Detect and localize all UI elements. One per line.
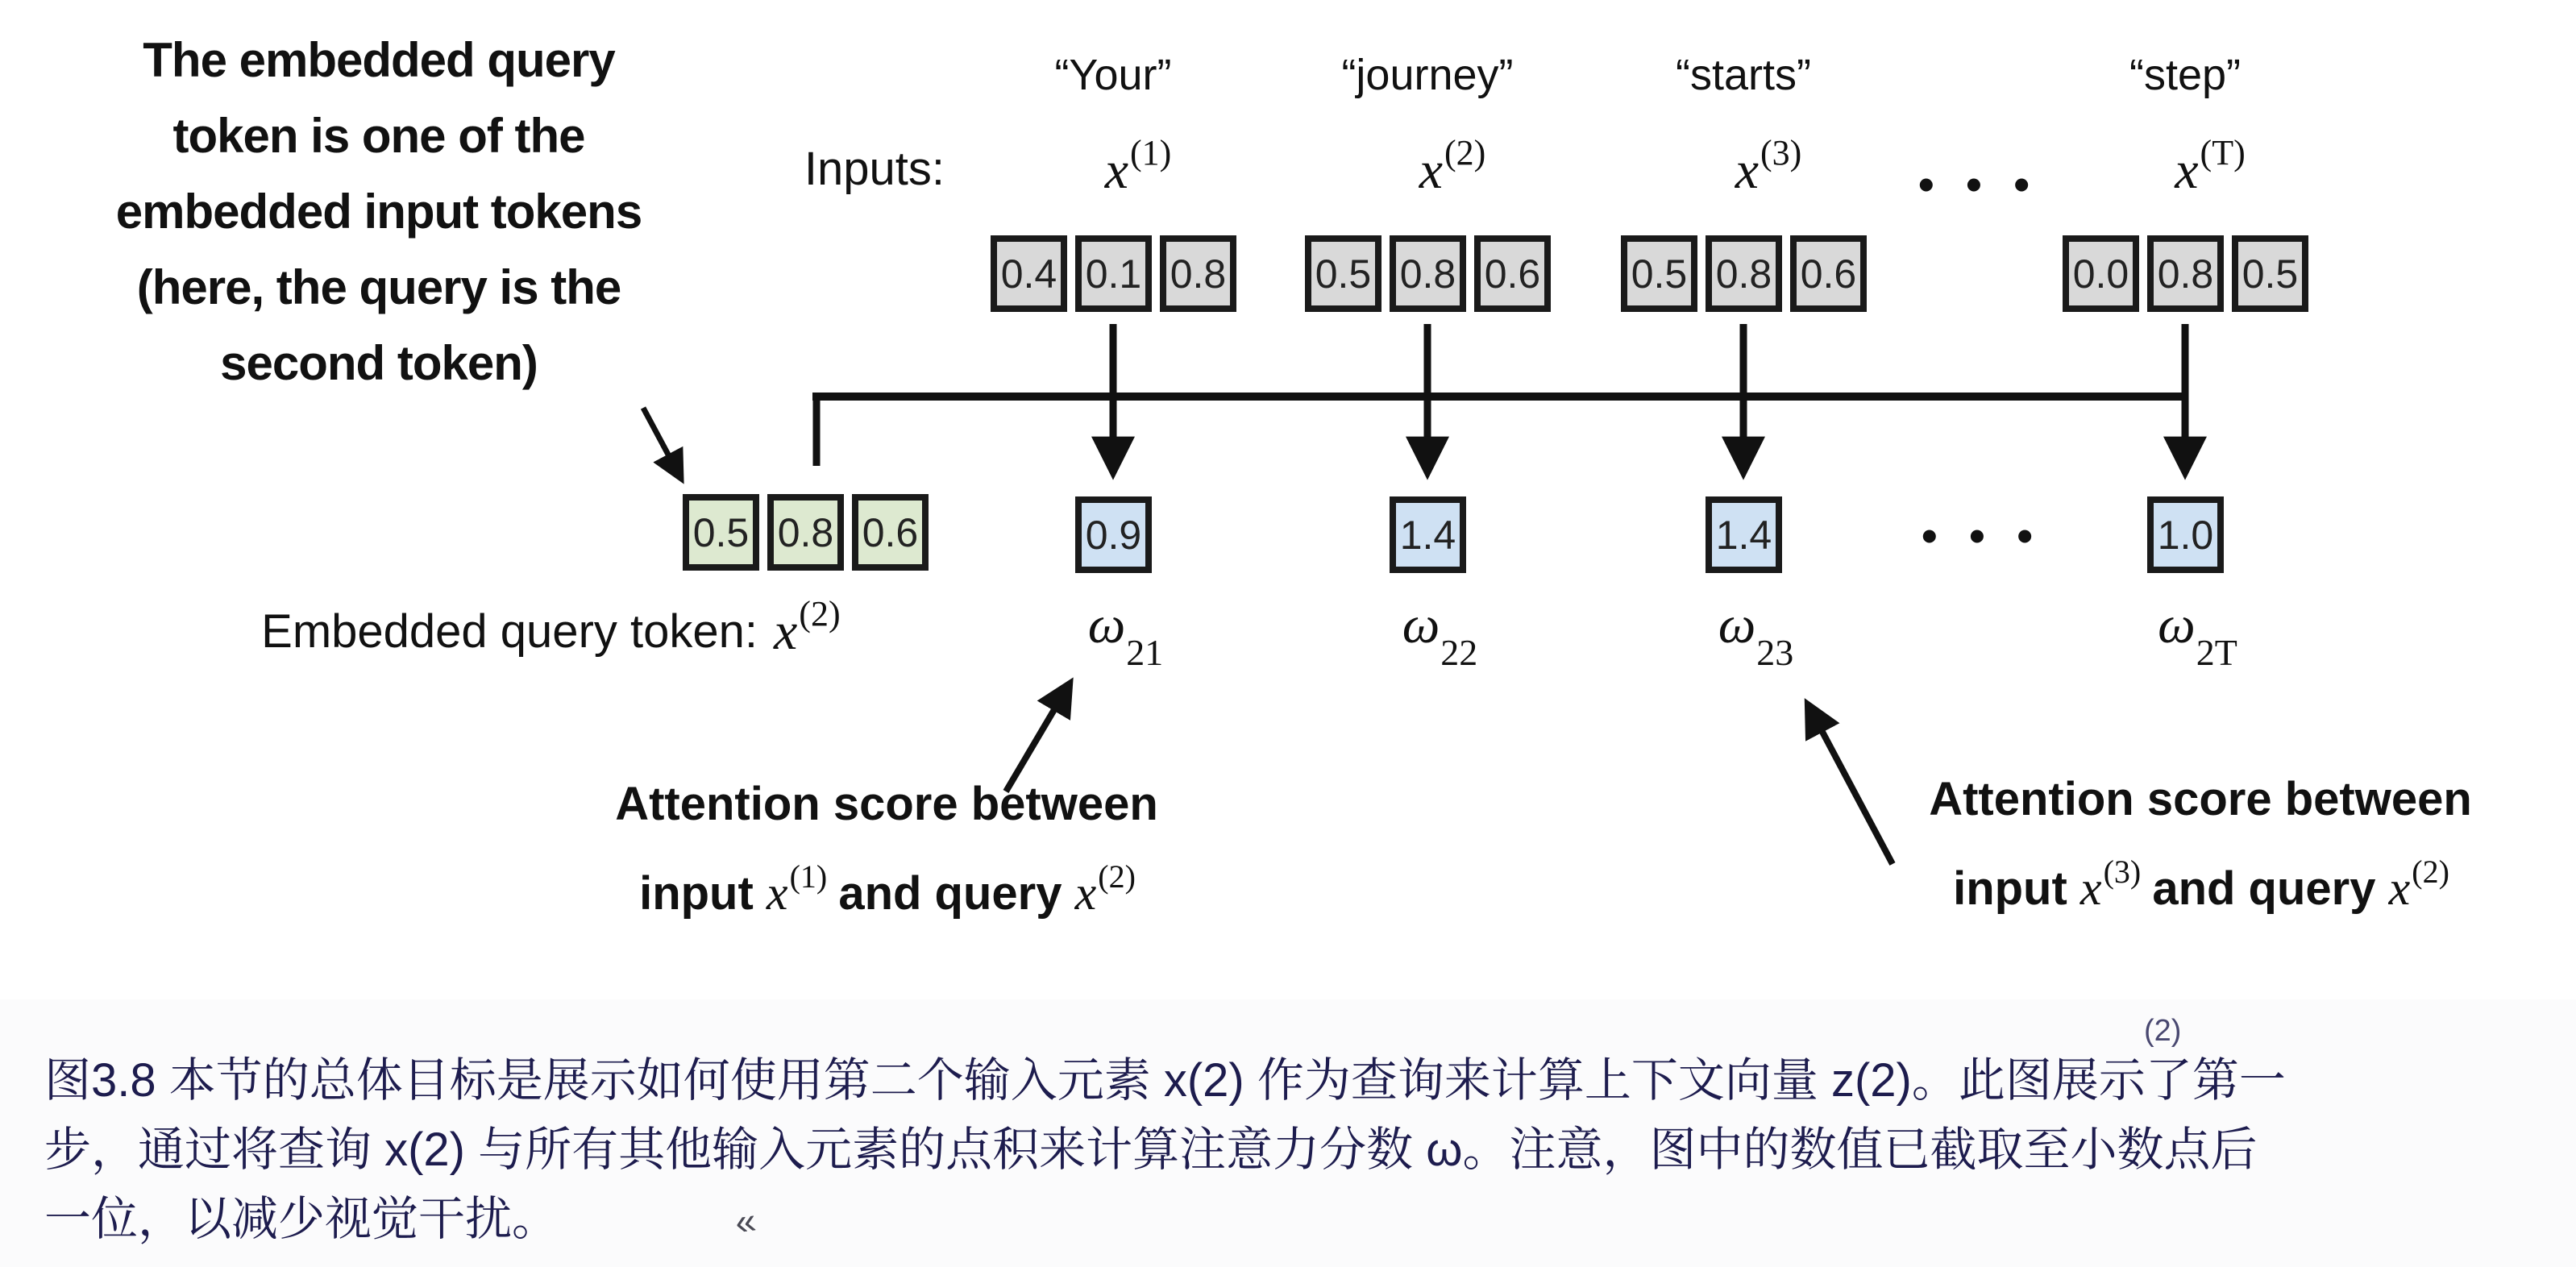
vector-cell: 0.8 xyxy=(1160,235,1236,312)
vector-cell: 0.5 xyxy=(1305,235,1381,312)
caption-line-1: 图3.8 本节的总体目标是展示如何使用第二个输入元素 x(2) 作为查询来计算上下文向量 z(2)。此图展示了第一 xyxy=(44,1054,2286,1107)
input-symbol-3: $x^{(3)}$ xyxy=(1735,133,1802,200)
vector-cell: 0.8 xyxy=(1706,235,1782,312)
input-vector-T xyxy=(2063,235,2308,312)
vector-cell: 0.5 xyxy=(1621,235,1697,312)
caption-line-3: 一位，以减少视觉干扰。 xyxy=(44,1193,559,1245)
score-annotation-right xyxy=(1870,761,2531,928)
vector-cell: 0.6 xyxy=(852,494,929,571)
input-symbol-T: $x^{(T)}$ xyxy=(2175,133,2246,200)
vector-cell: 0.5 xyxy=(683,494,759,571)
input-vector-1 xyxy=(991,235,1236,312)
vector-cell: 0.0 xyxy=(2063,235,2139,312)
vector-cell: 0.5 xyxy=(2232,235,2308,312)
token-word-3: “starts” xyxy=(1676,51,1811,99)
input-symbol-1: $x^{(1)}$ xyxy=(1104,133,1172,200)
ellipsis-scores: • • • xyxy=(1922,510,2042,561)
attention-score-box-22: 1.4 xyxy=(1390,496,1466,573)
omega-label-21: $\omega_{21}$ xyxy=(1087,596,1164,674)
token-word-2: “journey” xyxy=(1341,51,1514,99)
vector-cell: 0.4 xyxy=(991,235,1067,312)
query-token-label: Embedded query token: xyxy=(261,605,758,658)
query-token-annotation xyxy=(73,23,685,401)
annotation-line: The embedded query xyxy=(143,33,615,87)
omega-label-2T: $\omega_{2T}$ xyxy=(2158,596,2237,674)
token-word-1: “Your” xyxy=(1054,51,1172,99)
annotation-line: input $x^{(3)}$ and query $x^{(2)}$ xyxy=(1953,854,2449,915)
input-vector-3 xyxy=(1621,235,1867,312)
vector-cell: 0.6 xyxy=(1474,235,1551,312)
annotation-line: token is one of the xyxy=(172,109,585,163)
cursor-artifact: « xyxy=(732,1198,759,1244)
vector-cell: 0.8 xyxy=(2147,235,2224,312)
omega-label-23: $\omega_{23}$ xyxy=(1718,596,1794,674)
attention-score-box-21: 0.9 xyxy=(1075,496,1152,573)
annotation-line: second token) xyxy=(220,336,538,390)
ellipsis-top: • • • xyxy=(1918,159,2039,210)
attention-score-box-23: 1.4 xyxy=(1706,496,1782,573)
vector-cell: 0.6 xyxy=(1790,235,1867,312)
token-word-T: “step” xyxy=(2129,51,2242,99)
caption-line-2: 步，通过将查询 x(2) 与所有其他输入元素的点积来计算注意力分数 ω。注意，图中的数值已截取至小数点后 xyxy=(44,1124,2258,1176)
query-symbol: $x^{(2)}$ xyxy=(774,594,841,661)
vector-cell: 0.1 xyxy=(1075,235,1152,312)
inputs-label: Inputs: xyxy=(804,143,945,195)
annotation-line: (here, the query is the xyxy=(136,260,621,314)
input-symbol-2: $x^{(2)}$ xyxy=(1419,133,1486,200)
vector-cell: 0.8 xyxy=(1390,235,1466,312)
annotation-line: embedded input tokens xyxy=(115,185,642,239)
annotation-line: input $x^{(1)}$ and query $x^{(2)}$ xyxy=(639,858,1136,920)
input-vector-2 xyxy=(1305,235,1551,312)
attention-score-box-2T: 1.0 xyxy=(2147,496,2224,573)
annotation-line: Attention score between xyxy=(615,778,1158,830)
caption-superscript-artifact: (2) xyxy=(2144,1014,2182,1048)
vector-cell: 0.8 xyxy=(767,494,844,571)
annotation-line: Attention score between xyxy=(1929,773,2472,825)
score-annotation-left xyxy=(556,766,1217,933)
query-vector xyxy=(683,494,929,571)
omega-label-22: $\omega_{22}$ xyxy=(1402,596,1478,674)
arrow-annotation-to-query xyxy=(643,408,680,477)
